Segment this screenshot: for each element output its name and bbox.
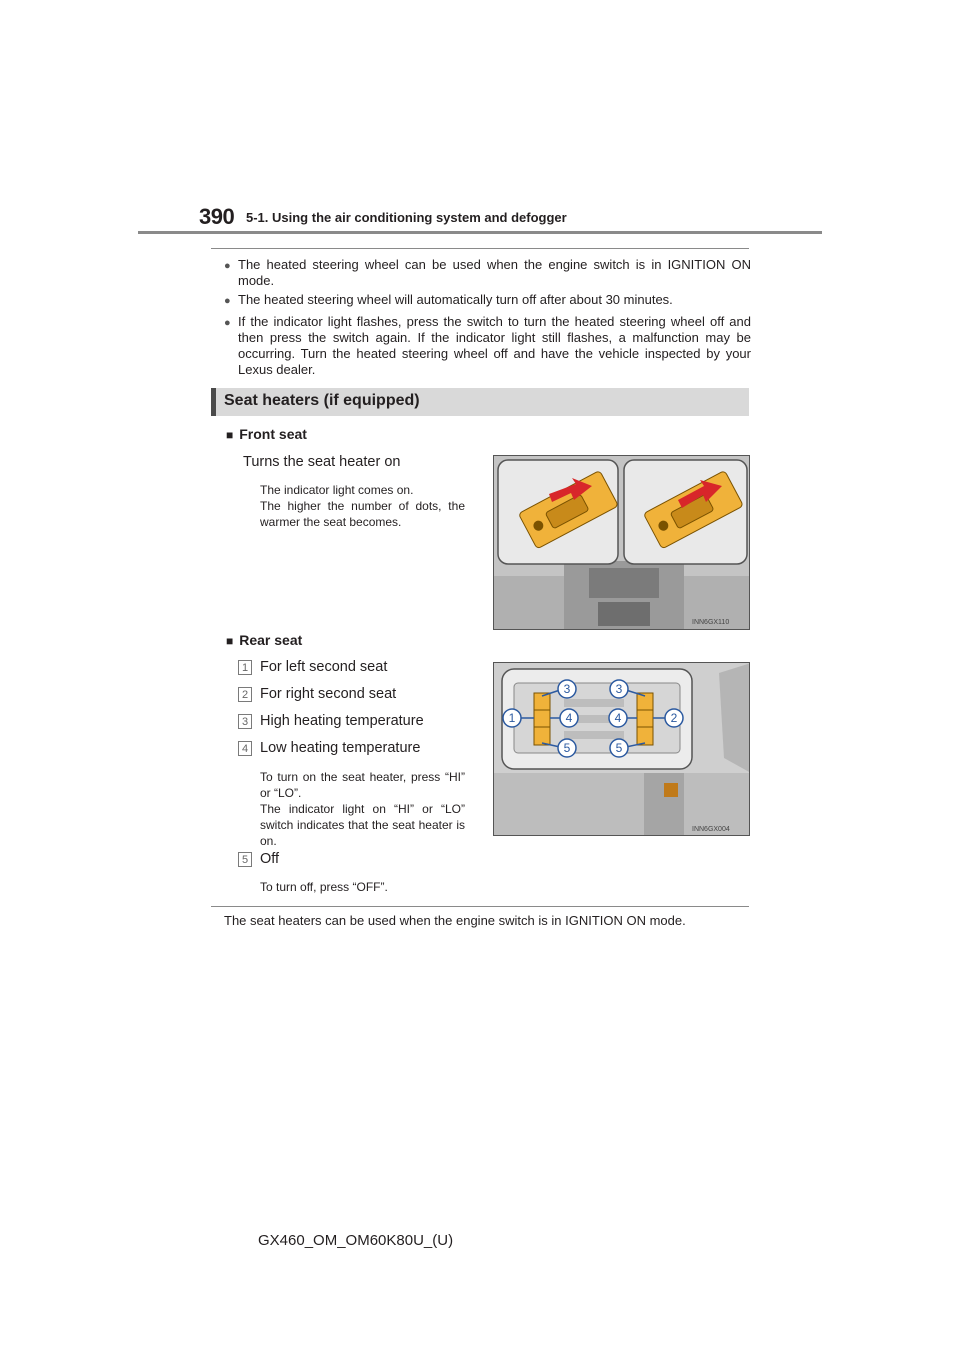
svg-text:3: 3 bbox=[615, 682, 623, 696]
rear-item-label: Off bbox=[260, 851, 280, 867]
svg-text:4: 4 bbox=[565, 711, 573, 725]
info-box-top-rule bbox=[211, 248, 749, 249]
svg-text:5: 5 bbox=[563, 741, 571, 755]
item-number-badge: 1 bbox=[238, 660, 252, 675]
footnote-rule bbox=[211, 906, 749, 907]
section-header: 5-1. Using the air conditioning system and defogger bbox=[246, 210, 567, 225]
svg-text:3: 3 bbox=[563, 682, 571, 696]
svg-text:2: 2 bbox=[670, 711, 678, 725]
item-number-badge: 2 bbox=[238, 687, 252, 702]
page-number: 390 bbox=[199, 204, 235, 229]
rear-item-label: Low heating temperature bbox=[260, 740, 421, 756]
rear-seat-off-note: To turn off, press “OFF”. bbox=[260, 880, 388, 894]
item-number-badge: 3 bbox=[238, 714, 252, 729]
svg-text:4: 4 bbox=[614, 711, 622, 725]
bullet-dot-icon: ● bbox=[224, 260, 231, 272]
rear-item-label: High heating temperature bbox=[260, 713, 424, 729]
section-title-bar bbox=[211, 388, 749, 416]
rear-item-label: For left second seat bbox=[260, 659, 388, 675]
svg-text:5: 5 bbox=[615, 741, 623, 755]
bullet-dot-icon: ● bbox=[224, 317, 231, 329]
svg-text:1: 1 bbox=[508, 711, 516, 725]
bullet-item: ● The heated steering wheel will automatically turn off after about 30 minutes. bbox=[224, 292, 673, 307]
bullet-dot-icon: ● bbox=[224, 295, 231, 307]
square-bullet-icon: ■ bbox=[226, 428, 234, 442]
rear-item-label: For right second seat bbox=[260, 686, 397, 702]
front-seat-figure bbox=[493, 455, 750, 630]
square-bullet-icon: ■ bbox=[226, 634, 234, 648]
rear-seat-figure bbox=[493, 662, 750, 836]
rear-figure-code: INN6GX004 bbox=[692, 826, 730, 833]
bullet-item: ● The heated steering wheel can be used when the engine switch is in IGNITION ON mode. bbox=[224, 257, 751, 288]
front-seat-instruction: Turns the seat heater on bbox=[243, 454, 401, 470]
rear-seat-heading: ■ Rear seat bbox=[226, 632, 303, 648]
footnote: The seat heaters can be used when the engine switch is in IGNITION ON mode. bbox=[224, 913, 686, 928]
item-number-badge: 5 bbox=[238, 852, 252, 867]
front-seat-heading: ■ Front seat bbox=[226, 426, 307, 442]
front-figure-code: INN6GX110 bbox=[692, 619, 730, 626]
header-rule bbox=[138, 231, 822, 234]
item-number-badge: 4 bbox=[238, 741, 252, 756]
rear-seat-on-note: To turn on the seat heater, press “HI” or “LO”. The indicator light on “HI” or “LO” switch indicates that the seat heater is on. bbox=[260, 770, 465, 848]
bullet-item: ● If the indicator light flashes, press the switch to turn the heated steering wheel off and then press the switch again. If the indicator light still flashes, a malfunction may be occurring. Turn the heated steering wheel off and have the vehicle inspected by your Lexus dealer. bbox=[224, 314, 751, 377]
document-code: GX460_OM_OM60K80U_(U) bbox=[258, 1232, 454, 1249]
front-seat-note: The indicator light comes on. The higher the number of dots, the warmer the seat becomes. bbox=[260, 483, 465, 529]
section-title: Seat heaters (if equipped) bbox=[224, 392, 420, 409]
